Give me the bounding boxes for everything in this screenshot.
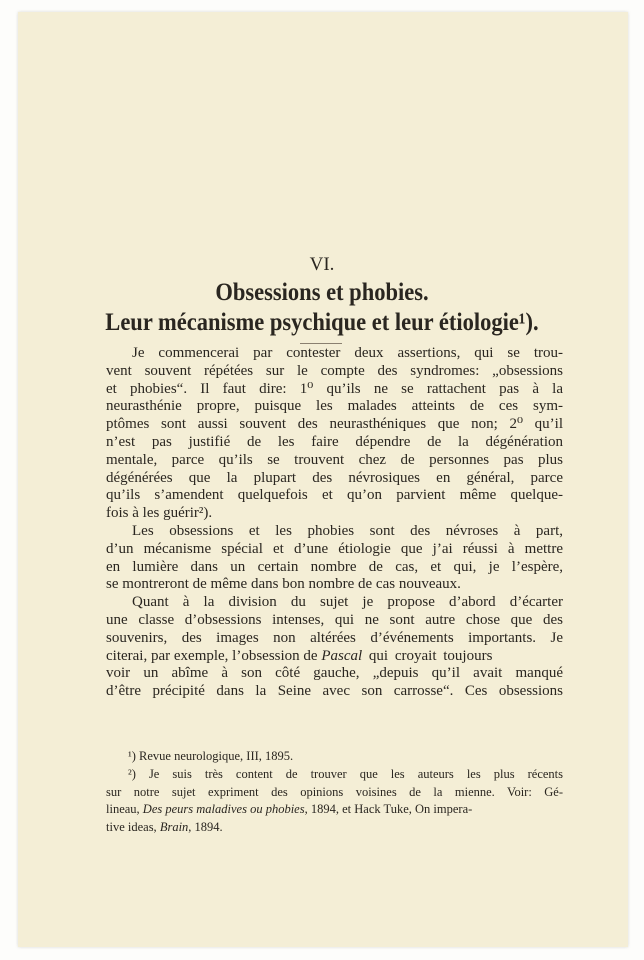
- text-segment: , 1894.: [188, 820, 223, 835]
- name-pascal: Pascal: [321, 647, 363, 664]
- text-line: une classe d’obsessions intenses, qui ne sont autre chose que des: [106, 611, 563, 628]
- text-line: Je commencerai par contester deux assertions, qui se trou-: [132, 345, 563, 361]
- text-segment: citerai, par exemple, l’obsession de: [106, 647, 322, 664]
- text-line: Les obsessions et les phobies sont des névroses à part,: [132, 522, 563, 539]
- text-line: d’être précipité dans la Seine avec son carrosse“. Ces obsessions: [106, 683, 563, 700]
- text-line: qu’ils s’amendent quelquefois et qu’on parvient même quelque-: [106, 487, 563, 504]
- chapter-title-line-1: Obsessions et phobies.: [215, 279, 429, 306]
- footnotes: [106, 748, 563, 837]
- text-line: mentale, parce qu’ils se trouvent chez de personnes pas plus: [106, 451, 563, 468]
- text-line: en lumière dans un certain nombre de cas, et qui, je l’espère,: [106, 558, 563, 575]
- text-segment: , 1894, et Hack Tuke, On impera-: [304, 802, 473, 817]
- text-line: fois à les guérir²).: [106, 505, 213, 522]
- footnote-2-line: [106, 819, 563, 837]
- footnote-2-line: sur notre sujet expriment des opinions voisines de la mienne. Voir: Gé-: [106, 784, 563, 799]
- text-line: souvenirs, des images non altérées d’événements importants. Je: [106, 629, 563, 646]
- chapter-title-line-2: Leur mécanisme psychique et leur étiologie¹).: [105, 309, 539, 336]
- text-segment: qui croyait toujours: [362, 647, 493, 664]
- text-segment: tive ideas,: [106, 820, 160, 835]
- text-line: se montreront de même dans bon nombre de cas nouveaux.: [106, 576, 461, 593]
- text-segment: lineau,: [106, 802, 143, 817]
- title-divider: [300, 343, 342, 344]
- text-line: d’un mécanisme spécial et d’une étiologie que j’ai réussi à mettre: [106, 540, 563, 557]
- text-line: vent souvent répétées sur le compte des syndromes: „obsessions: [106, 362, 563, 379]
- footnote-2-line: ²) Je suis très content de trouver que les auteurs les plus récents: [128, 766, 563, 781]
- footnote-1: ¹) Revue neurologique, III, 1895.: [128, 749, 294, 763]
- journal-title: Brain: [159, 820, 189, 835]
- book-title: Des peurs maladives ou phobies: [142, 802, 305, 817]
- text-line: ptômes sont aussi souvent des neurasthéniques que non; 2⁰ qu’il: [106, 416, 563, 433]
- text-line: neurasthénie propre, puisque les malades atteints de ces sym-: [106, 398, 563, 415]
- text-line: voir un abîme à son côté gauche, „depuis qu’il avait manqué: [106, 665, 563, 682]
- text-line: [106, 648, 563, 666]
- text-line: Quant à la division du sujet je propose d’abord d’écarter: [132, 594, 563, 611]
- text-line: et phobies“. Il faut dire: 1⁰ qu’ils ne se rattachent pas à la: [106, 380, 563, 397]
- footnote-2-line: [106, 801, 563, 819]
- text-line: dégénérées que la plupart des névrosiques en général, parce: [106, 469, 563, 486]
- body-text: [106, 345, 563, 701]
- text-line: n’est pas justifié de les faire dépendre de la dégénération: [106, 433, 563, 450]
- chapter-number: VI.: [309, 254, 335, 275]
